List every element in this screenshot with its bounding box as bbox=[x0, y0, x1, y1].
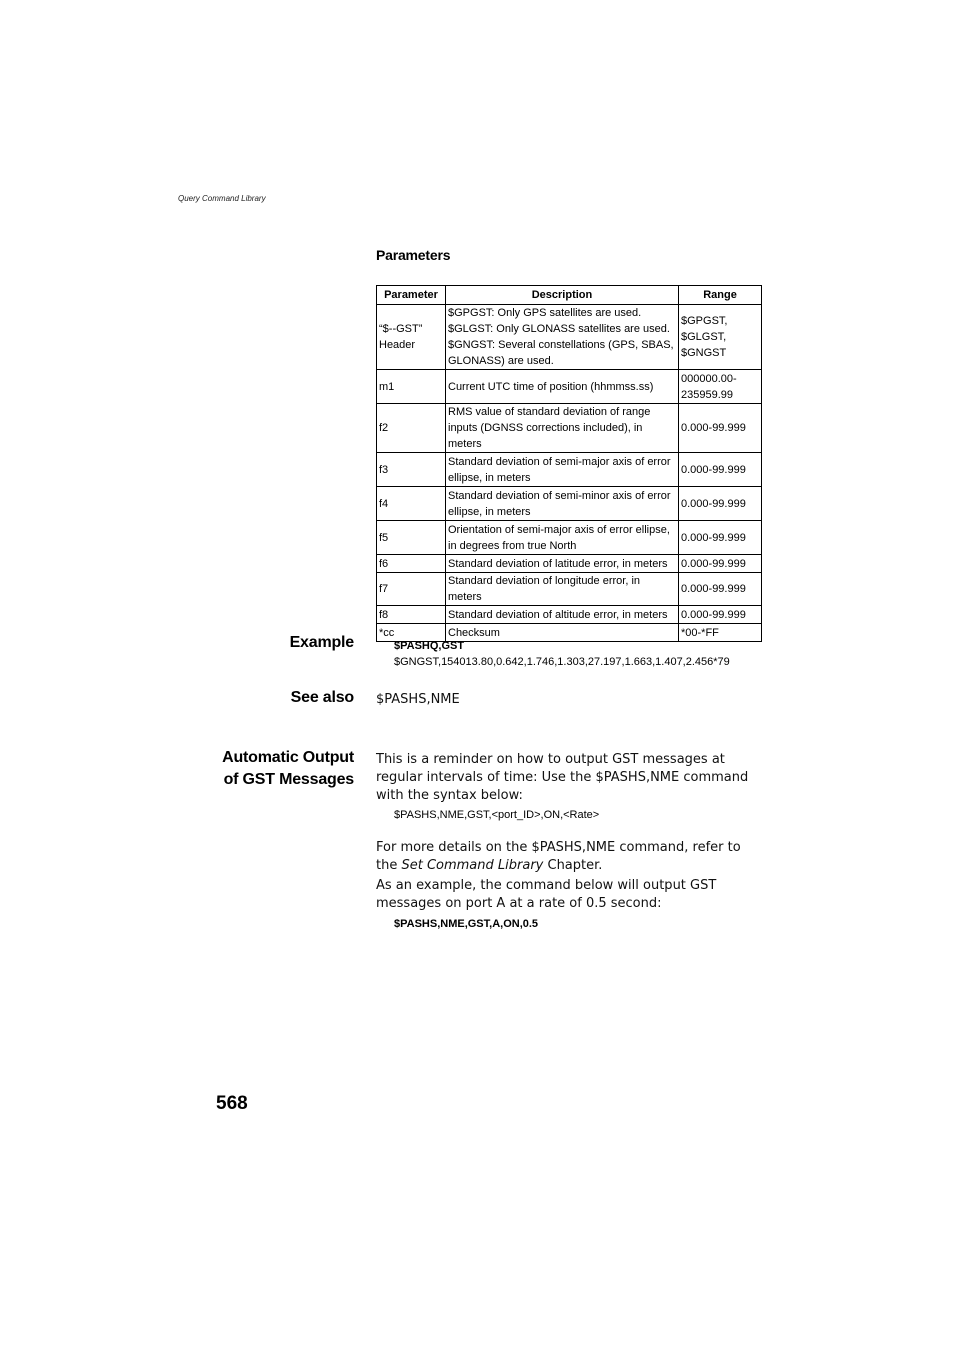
cell-range: 0.000-99.999 bbox=[679, 453, 762, 487]
example-response: $GNGST,154013.80,0.642,1.746,1.303,27.197,1.663,1.407,2.456*79 bbox=[394, 656, 730, 668]
cell-parameter: f4 bbox=[377, 487, 446, 521]
cell-description: Standard deviation of semi-minor axis of error ellipse, in meters bbox=[446, 487, 679, 521]
cell-range: $GPGST, $GLGST, $GNGST bbox=[679, 305, 762, 370]
auto-output-paragraph-1: This is a reminder on how to output GST messages at regular intervals of time: Use the $PASHS,NME command with the syntax below: bbox=[376, 752, 749, 803]
cell-range: 0.000-99.999 bbox=[679, 404, 762, 453]
cell-range: 0.000-99.999 bbox=[679, 487, 762, 521]
cell-parameter: f3 bbox=[377, 453, 446, 487]
cell-range: 0.000-99.999 bbox=[679, 521, 762, 555]
auto-output-paragraph-2 bbox=[376, 839, 761, 875]
cell-range: 0.000-99.999 bbox=[679, 555, 762, 573]
cell-description: Standard deviation of longitude error, in meters bbox=[446, 573, 679, 606]
column-header-range: Range bbox=[679, 286, 762, 305]
cell-range: 0.000-99.999 bbox=[679, 573, 762, 606]
table-row bbox=[377, 487, 762, 521]
table-row bbox=[377, 606, 762, 624]
running-header: Query Command Library bbox=[178, 194, 266, 203]
nme-syntax: $PASHS,NME,GST,<port_ID>,ON,<Rate> bbox=[394, 809, 600, 821]
cell-range: 0.000-99.999 bbox=[679, 606, 762, 624]
table-row bbox=[377, 305, 762, 370]
cell-range: *00-*FF bbox=[679, 624, 762, 642]
table-row bbox=[377, 521, 762, 555]
cell-description: Orientation of semi-major axis of error ellipse, in degrees from true North bbox=[446, 521, 679, 555]
table-row bbox=[377, 370, 762, 404]
set-command-library-reference: Set Command Library bbox=[401, 858, 544, 873]
auto-output-label-line1: Automatic Output bbox=[222, 749, 354, 766]
cell-parameter: m1 bbox=[377, 370, 446, 404]
cell-parameter: f2 bbox=[377, 404, 446, 453]
cell-parameter: f6 bbox=[377, 555, 446, 573]
table-header-row bbox=[377, 286, 762, 305]
cell-description: Standard deviation of latitude error, in meters bbox=[446, 555, 679, 573]
paragraph-2-text: For more details on the $PASHS,NME command, refer to the bbox=[376, 840, 741, 873]
cell-description: RMS value of standard deviation of range inputs (DGNSS corrections included), in meters bbox=[446, 404, 679, 453]
cell-description: Standard deviation of altitude error, in meters bbox=[446, 606, 679, 624]
paragraph-2-text-end: Chapter. bbox=[543, 858, 603, 873]
column-header-parameter: Parameter bbox=[377, 286, 446, 305]
see-also-value: $PASHS,NME bbox=[376, 692, 460, 707]
table-row bbox=[377, 573, 762, 606]
cell-parameter: *cc bbox=[377, 624, 446, 642]
cell-parameter: f7 bbox=[377, 573, 446, 606]
example-label: Example bbox=[289, 634, 354, 651]
example-nme-command: $PASHS,NME,GST,A,ON,0.5 bbox=[394, 918, 539, 930]
auto-output-label-line2: of GST Messages bbox=[223, 771, 354, 788]
parameters-table bbox=[376, 285, 762, 642]
parameters-heading: Parameters bbox=[376, 247, 451, 263]
cell-description: $GPGST: Only GPS satellites are used. $GLGST: Only GLONASS satellites are used. $GNGST: Several constellations (GPS, SBAS, GLONASS) are used. bbox=[446, 305, 679, 370]
example-command: $PASHQ,GST bbox=[394, 640, 465, 652]
cell-description: Checksum bbox=[446, 624, 679, 642]
auto-output-paragraph-3: As an example, the command below will output GST messages on port A at a rate of 0.5 second: bbox=[376, 878, 717, 911]
page-number: 568 bbox=[216, 1093, 248, 1114]
cell-description: Current UTC time of position (hhmmss.ss) bbox=[446, 370, 679, 404]
cell-range: 000000.00-235959.99 bbox=[679, 370, 762, 404]
table-row bbox=[377, 555, 762, 573]
cell-parameter: f5 bbox=[377, 521, 446, 555]
see-also-label: See also bbox=[290, 689, 354, 706]
cell-description: Standard deviation of semi-major axis of error ellipse, in meters bbox=[446, 453, 679, 487]
column-header-description: Description bbox=[446, 286, 679, 305]
table-row bbox=[377, 404, 762, 453]
cell-parameter: f8 bbox=[377, 606, 446, 624]
table-row bbox=[377, 453, 762, 487]
cell-parameter: “$--GST” Header bbox=[377, 305, 446, 370]
